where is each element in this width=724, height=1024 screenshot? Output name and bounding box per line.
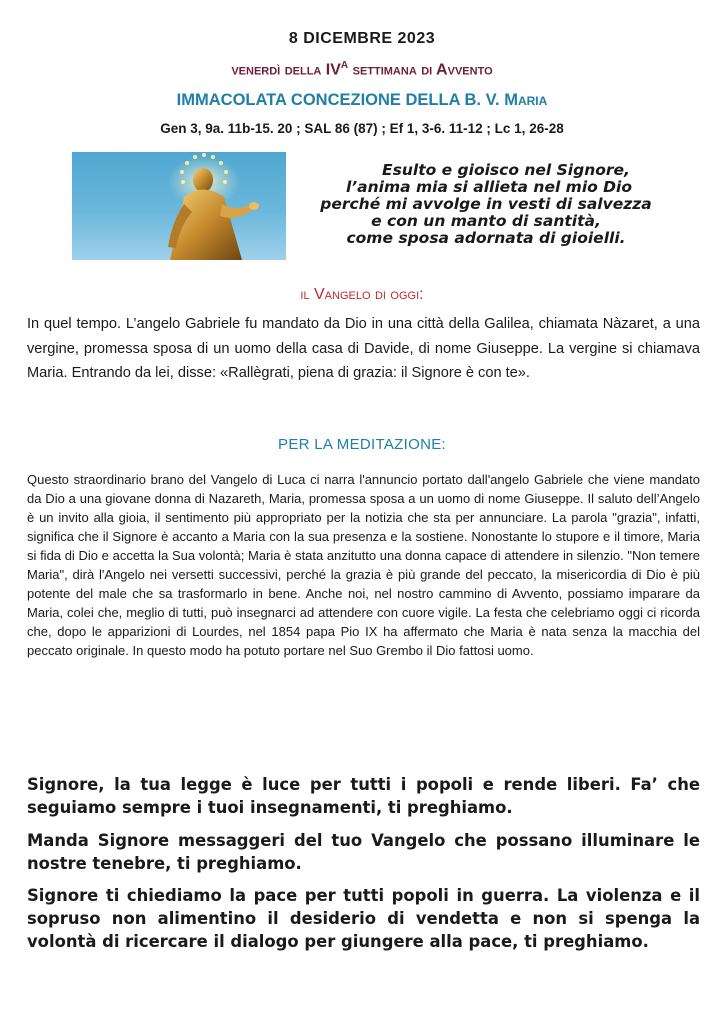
gospel-text: In quel tempo. L’angelo Gabriele fu mandato da Dio in una città della Galilea, chiamata Nàzaret, a una vergine, promessa sposa di un uomo della casa di Davide, di nome Giuseppe. La vergine si chiamava Maria. Entrando da lei, disse: «Rallègrati, piena di grazia: il Signore è con te». <box>27 316 700 382</box>
antiphon-line: e con un manto di santità, <box>371 212 601 230</box>
prayer-intention: Manda Signore messaggeri del tuo Vangelo che possano illuminare le nostre tenebre, ti preghiamo. <box>27 831 700 873</box>
date-heading: 8 DICEMBRE 2023 <box>288 30 436 47</box>
antiphon-line: perché mi avvolge in vesti di salvezza <box>320 195 652 213</box>
scripture-references: Gen 3, 9a. 11b-15. 20 ; SAL 86 (87) ; Ef 1, 3-6. 11-12 ; Lc 1, 26-28 <box>160 121 564 136</box>
feast-title: IMMACOLATA CONCEZIONE DELLA B. V. Maria <box>176 91 548 109</box>
week-prefix: venerdì della IV <box>231 61 341 79</box>
antiphon-line: come sposa adornata di gioielli. <box>346 229 626 247</box>
gospel-heading: il Vangelo di oggi: <box>300 286 424 303</box>
prayer-intention: Signore, la tua legge è luce per tutti i popoli e rende liberi. Fa’ che seguiamo sempre i tuoi insegnamenti, ti preghiamo. <box>27 775 700 817</box>
entrance-antiphon <box>300 162 672 247</box>
liturgical-week <box>0 60 724 79</box>
madonna-statue-image <box>72 152 286 260</box>
antiphon-line: Esulto e gioisco nel Signore, <box>382 161 630 179</box>
week-suffix: settimana di Avvento <box>348 61 493 79</box>
meditation-text: Questo straordinario brano del Vangelo di Luca ci narra l'annuncio portato dall'angelo Gabriele che viene mandato da Dio a una giovane donna di Nazareth, Maria, promessa sposa a un uomo di nome Giuseppe. Il saluto dell’Angelo è un invito alla gioia, il sentimento più appropriato per la notizia che sta per annunciare. La parola "grazia", infatti, significa che il Signore è accanto a Maria con la sua presenza e la sostiene. Nonostante lo stupore e il timore, Maria si fida di Dio e accetta la Sua volontà; Maria è stata anzitutto una donna capace di attendere in silenzio. "Non temere Maria", dirà l'Angelo nei versetti successivi, perché la grazia è più grande del peccato, la misericordia di Dio è più potente del male che sa trasformarlo in bene. Anche noi, nel nostro cammino di Avvento, possiamo imparare da Maria, colei che, meglio di tutti, può insegnarci ad attendere con cuore vigile. La festa che celebriamo oggi ci ricorda che, dopo le apparizioni di Lourdes, nel 1854 papa Pio IX ha affermato che Maria è nata senza la macchia del peccato originale. In questo modo ha potuto portare nel Suo Grembo il Dio fattosi uomo. <box>27 472 700 658</box>
meditation-heading: PER LA MEDITAZIONE: <box>278 436 446 453</box>
prayer-intention: Signore ti chiediamo la pace per tutti popoli in guerra. La violenza e il sopruso non alimentino il desiderio di vendetta e non si spenga la volontà di ricercare il dialogo per giungere alla pace, ti preghiamo. <box>27 886 700 951</box>
week-superscript: A <box>340 60 349 71</box>
antiphon-line: l’anima mia si allieta nel mio Dio <box>345 178 633 196</box>
